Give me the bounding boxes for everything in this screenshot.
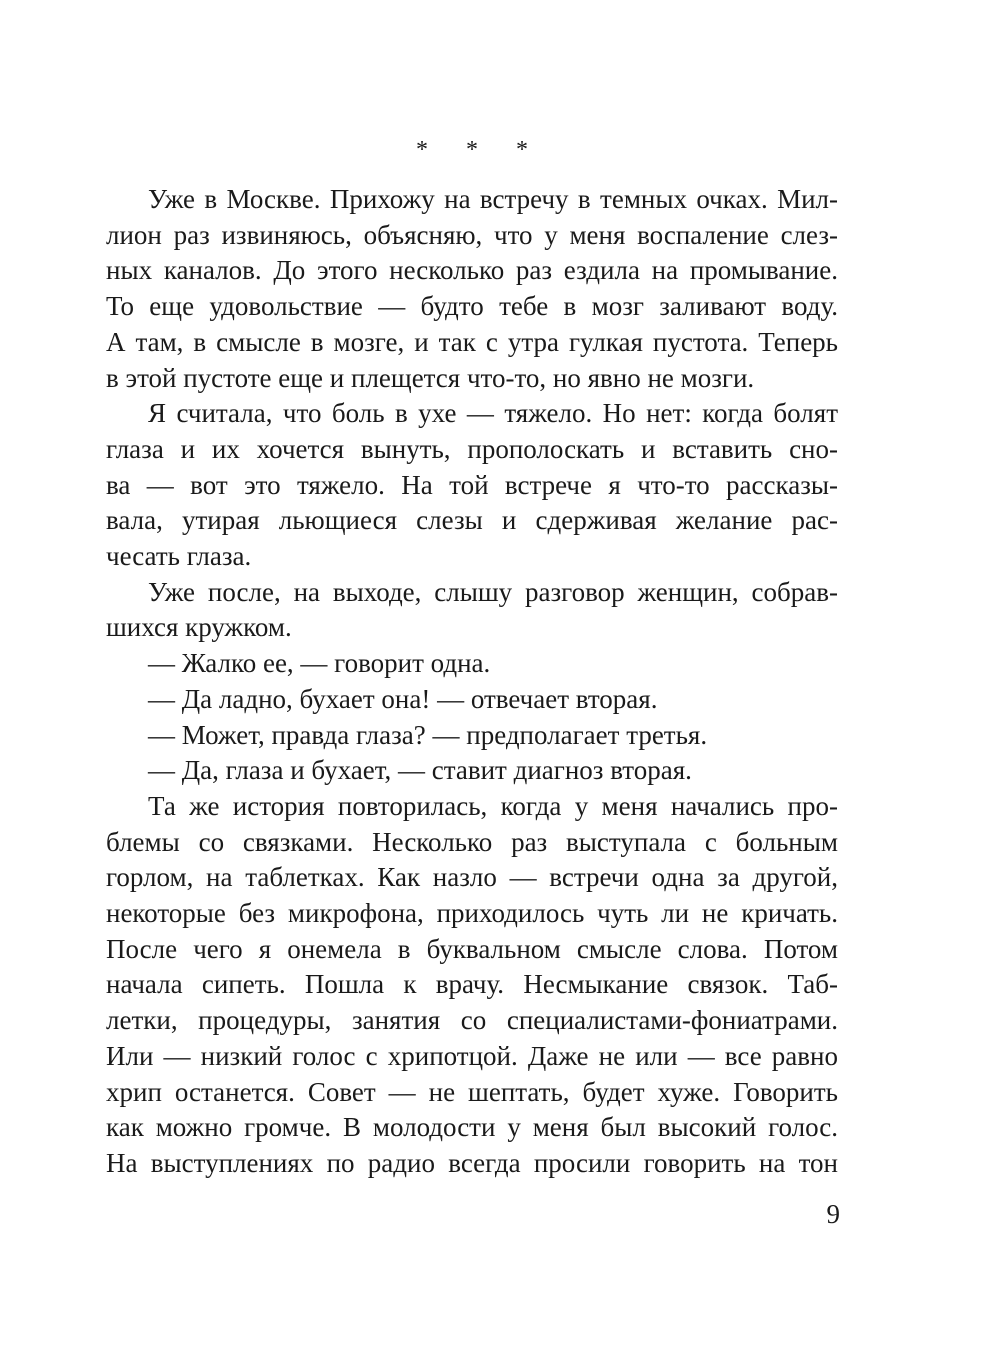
text-line: — Может, правда глаза? — предполагает третья. (148, 719, 708, 750)
text-line: — Жалко ее, — говорит одна. (148, 648, 491, 679)
text-line: ных каналов. До этого несколько раз ездила на промывание. (106, 255, 838, 286)
text-line: в этой пустоте еще и плещется что-то, но явно не мозги. (106, 362, 755, 393)
text-line: лион раз извиняюсь, объясняю, что у меня воспаление слез- (106, 219, 838, 250)
text-line: как можно громче. В молодости у меня был высокий голос. (106, 1112, 838, 1143)
text-line: ва — вот это тяжело. На той встрече я что-то рассказы- (106, 469, 838, 500)
text-line: На выступлениях по радио всегда просили говорить на тон (106, 1147, 838, 1178)
text-line: А там, в смысле в мозге, и так с утра гулкая пустота. Теперь (106, 326, 838, 357)
text-line: летки, процедуры, занятия со специалистами-фониатрами. (106, 1005, 838, 1036)
page-body (106, 130, 838, 1182)
text-line: — Да ладно, бухает она! — отвечает вторая. (148, 683, 658, 714)
text-line: чесать глаза. (106, 541, 252, 572)
text-line: некоторые без микрофона, приходилось чуть ли не кричать. (106, 898, 838, 929)
text-line: — Да, глаза и бухает, — ставит диагноз вторая. (148, 755, 692, 786)
text-line: глаза и их хочется вынуть, прополоскать и вставить сно- (106, 433, 838, 464)
text-line: Я считала, что боль в ухе — тяжело. Но нет: когда болят (148, 398, 838, 429)
section-divider: * * * (416, 137, 544, 163)
text-line: вала, утирая льющиеся слезы и сдерживая желание рас- (106, 505, 838, 536)
text-line: хрип останется. Совет — не шептать, будет хуже. Говорить (106, 1076, 838, 1107)
text-line: Уже в Москве. Прихожу на встречу в темных очках. Мил- (148, 184, 838, 214)
text-line: горлом, на таблетках. Как назло — встречи одна за другой, (106, 862, 838, 893)
text-body (106, 182, 838, 1182)
text-line: шихся кружком. (106, 612, 292, 643)
text-line: начала сипеть. Пошла к врачу. Несмыкание связок. Таб- (106, 969, 838, 1000)
page-number: 9 (826, 1199, 840, 1229)
text-line: Уже после, на выходе, слышу разговор женщин, собрав- (148, 576, 838, 607)
text-line: После чего я онемела в буквальном смысле слова. Потом (106, 933, 838, 964)
text-line: Та же история повторилась, когда у меня начались про- (148, 790, 838, 821)
text-line: блемы со связками. Несколько раз выступала с больным (106, 826, 838, 857)
text-line: То еще удовольствие — будто тебе в мозг заливают воду. (106, 291, 838, 322)
text-line: Или — низкий голос с хрипотцой. Даже не или — все равно (106, 1040, 838, 1071)
